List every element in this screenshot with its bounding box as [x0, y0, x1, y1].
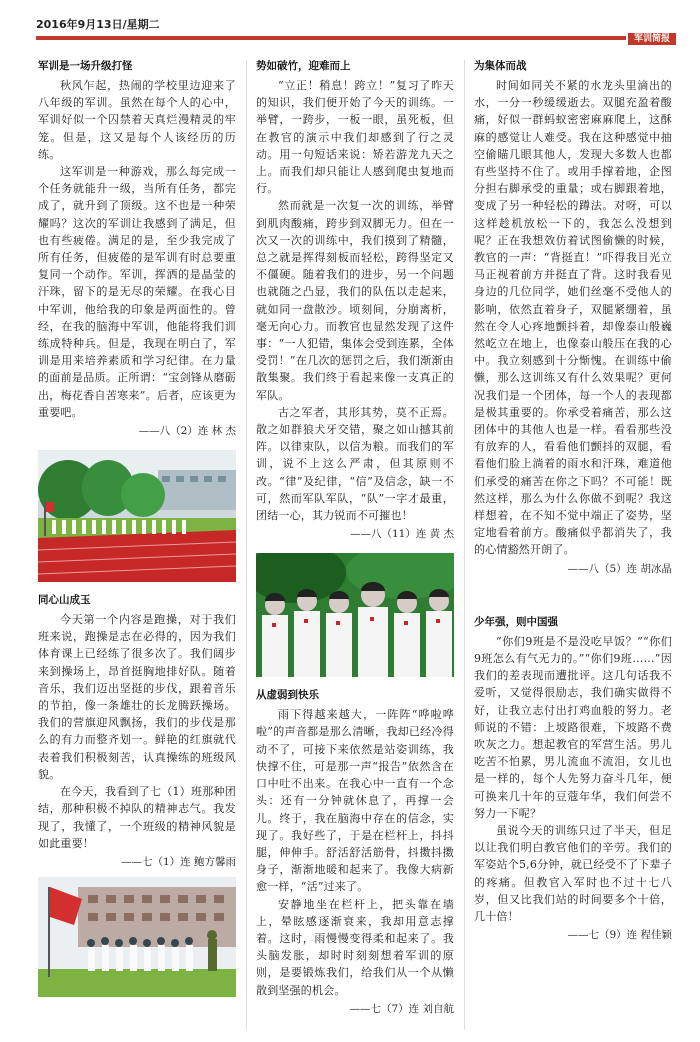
issue-date: 2016年9月13日/星期二 [36, 18, 160, 31]
article-paragraph: 这军训是一种游戏，那么每完成一个任务就能升一级，当所有任务，都完成了，就升到了顶级。这不也是一种荣耀吗？这次的军训让我感到了满足，但也有些疲倦。满足的是，至少我完成了所有任务，但疲倦的是军训有时总要重复同一个动作。军训，挥洒的是晶莹的汗珠，留下的是无尽的荣耀。在我心目中军训，他给我的印象是两面性的。曾经，在我的脑海中军训，他能将我们训练成特种兵。但是，我现在明白了，军训是用来培养素质和学习纪律。在力量的面前是品质。正所谓：“宝剑锋从磨砺出，梅花香自苦寒来”。后者，应该更为重要吧。 [38, 165, 236, 419]
photo-students-lineup [256, 553, 454, 677]
column-3 [474, 48, 672, 950]
section-tag: 军训简报 [628, 33, 676, 45]
article [474, 614, 672, 944]
article-title: 军训是一场升级打怪 [38, 60, 133, 72]
article-byline: ——八（11）连 黄 杰 [349, 528, 454, 541]
spacer [474, 584, 672, 604]
article-paragraph: 雨下得越来越大，一阵阵“哗啦哗啦”的声音都是那么清晰，我却已经冷得动不了，可接下来依然是站姿训练，我快撑不住，可是那一声“报告”依然含在口中吐不出来。在我心中一直有一个念头：还有一分钟就休息了，再撑一会儿。终于，我在脑海中存在的信念，实现了。我好些了，于是在栏杆上，抖抖腿，伸伸手。舒活舒活筋骨，抖擞抖擞身子，渐渐地暖和起来了。我像大病新愈一样，“活”过来了。 [256, 708, 454, 894]
article-title: 同心山成玉 [38, 594, 91, 607]
article-byline: ——七（9）连 程佳颖 [567, 929, 672, 942]
column-1 [38, 48, 236, 1005]
photo-flag-march [38, 877, 236, 997]
article-paragraph: 安静地坐在栏杆上，把头靠在墙上，晕眩感逐渐衰来，我却用意志撑着。这时，雨慢慢变得柔和起来了。我头脑发胀，却时时刻刻想着军训的原则，是要锻炼我们，给我们从一个从懒散到坚强的机会。 [256, 897, 454, 997]
article [38, 592, 236, 871]
flag-march-image [38, 877, 236, 997]
article-byline: ——八（2）连 林 杰 [138, 425, 236, 438]
article [38, 58, 236, 440]
article [474, 58, 672, 578]
article-paragraph: 古之军者，其形其势，莫不正焉。散之如群狼犬牙交错，聚之如山撼其前阵。以律束队，以信为粮。而我们的军训，说不上这么严肃，但其原则不改。“律”及纪律，“信”及信念，缺一不可，然而军队军队，“队”一字才最重，团结一心，其力锐而不可摧也！ [256, 405, 454, 523]
article-paragraph: “你们9班是不是没吃早饭？”“你们9班怎么有气无力的。”“你们9班……”因我们的差表现而遭批评。这几句话我不爱听，又觉得很励志，我们确实做得不好，让我立志付出打鸡血般的努力。老师说的不错：上坡路很难，下坡路不费吹灰之力。想起教官的军营生活。男儿吃苦不怕累，男儿流血不流泪，女儿也是一样的，每个人先努力奋斗几年，便可换来几十年的豆蔻年华，我们何尝不努力一下呢？ [474, 634, 672, 820]
article-byline: ——八（5）连 胡冰晶 [567, 562, 672, 575]
article-title: 势如破竹，迎难而上 [256, 60, 351, 72]
article-title: 为集体而战 [474, 60, 527, 72]
article [256, 687, 454, 1017]
article [256, 58, 454, 543]
column-divider [246, 60, 247, 1030]
article-byline: ——七（1）连 鲍方馨雨 [120, 855, 236, 868]
header-rule [36, 36, 626, 40]
article-paragraph: 在今天，我看到了七（1）班那种团结，那种积极不掉队的精神志气。我发现了，我懂了，一个班级的精神风貌是如此重要！ [38, 785, 236, 850]
article-title: 从虚弱到快乐 [256, 689, 319, 702]
article-paragraph: 虽说今天的训练只过了半天，但足以让我们明白教官他们的辛劳。我们的军姿站个5,6分钟，就已经受不了下辈子的疼痛。但教官入军时也不过十七八岁，但又比我们站的时间要多个十倍，几十倍！ [474, 823, 672, 923]
students-lineup-image [256, 553, 454, 677]
article-paragraph: 秋风乍起，热闹的学校里边迎来了八年级的军训。虽然在每个人的心中，军训好似一个囚禁着天真烂漫精灵的牢笼。但是，这又是每个人该经历的历练。 [38, 79, 236, 161]
track-parade-image [38, 450, 236, 582]
column-divider [464, 60, 465, 1030]
article-title: 少年强，则中国强 [474, 615, 558, 628]
article-paragraph: “立正！稍息！跨立！”复习了昨天的知识，我们便开始了今天的训练。一举臂，一跨步，一板一眼，虽死板，但在教官的演示中我们却感到了行之灵动。用一句短话来说：矫若游龙九天之上。而我们却只能让人感到爬虫复地而行。 [256, 79, 454, 196]
photo-track-parade [38, 450, 236, 582]
article-paragraph: 今天第一个内容是跑操，对于我们班来说，跑操是志在必得的，因为我们体育课上已经练了很多次了。我们阔步来到操场上，昂首挺胸地排好队。随着音乐，我们迈出坚挺的步伐，跟着音乐的节拍，像一条雄壮的长龙腾跃操场。我们的营旗迎风飘扬，我们的步伐是那么的有力而整齐划一。鲜艳的红旗就代表着我们积极刻苦，认真操练的班级风貌。 [38, 613, 236, 781]
article-paragraph: 然而就是一次复一次的训练，举臂到肌肉酸痛，跨步到双脚无力。但在一次又一次的训练中，我们摸到了精髓，总之就是挥得刻板而轻松，跨得坚定又不僵硬。随着我们的进步，另一个问题也就随之凸显，我们的队伍以走起来，就如同一盘散沙。顷刻间，分崩离析，毫无向心力。而教官也显然发现了这件事：“一人犯错，集体会受到连累，全体受罚！”在几次的惩罚之后，我们渐渐由散集聚。我们终于看起来像一支真正的军队。 [256, 199, 454, 402]
article-byline: ——七（7）连 刘自航 [349, 1002, 454, 1015]
article-paragraph: 时间如同关不紧的水龙头里滴出的水，一分一秒缓缓逝去。双腿充盈着酸痛，好似一群蚂蚁密密麻麻爬上，这酥麻的感觉让人难受。我在这种感觉中抽空偷瞄几眼其他人，发现大多数人也都有些坚持不住了。或用手撑着地，企图分担右脚承受的重量；或右脚跟着地，变成了另一种轻松的蹲法。对呀，可以这样趁机放松一下的，我怎么没想到呢？正在我想效仿着试图偷懒的时候，教官的一声：“背挺直！”吓得我目光立马正视着前方并挺直了背。这时我看见身边的几位同学，她们丝毫不受他人的影响，依然直着身子，双腿紧绷着，虽然在令人心疼地颤抖着，却像泰山般巍然屹立在地上，也像泰山般压在我的心中。我立刻感到十分惭愧。在训练中偷懒，那么这训练又有什么效果呢？更何况我们是一个团体，每一个人的表现都是极其重要的。你承受着痛苦，那么这团体中的其他人也是一样。看看那些没有放弃的人，看看他们颤抖的双腿，看看他们脸上淌着的雨水和汗珠，难道他们承受的痛苦在你之下吗？不可能！既然这样，那么为什么你做不到呢？我这样想着，在不知不觉中端正了姿势，坚定地看着前方。酸痛似乎都消失了，我的心情豁然开朗了。 [474, 79, 672, 557]
column-2 [256, 48, 454, 1024]
